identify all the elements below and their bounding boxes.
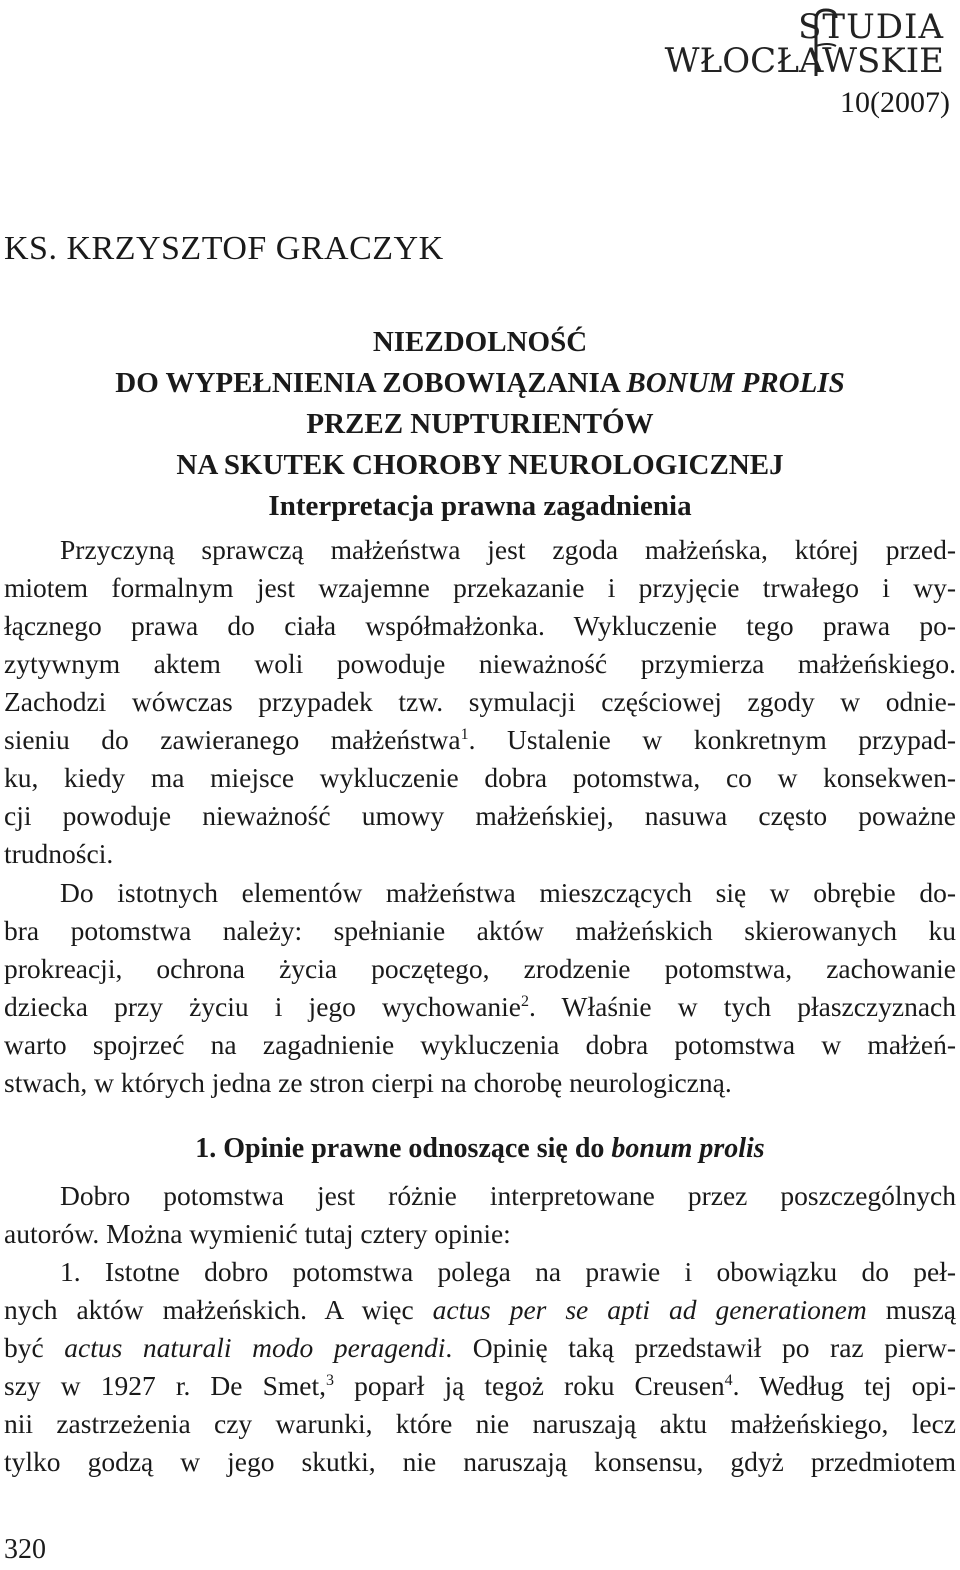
p4-line-1: 1. Istotne dobro potomstwa polega na prawie i obowiązku do peł-: [60, 1256, 956, 1287]
article-title: [0, 322, 960, 527]
p4-line-4-b: poparł ją tegoż roku Creusen: [334, 1370, 725, 1401]
p4-line-3-italic: actus naturali modo peragendi: [64, 1332, 446, 1363]
p1-line-8: cji powoduje nieważność umowy małżeńskiej, nasuwa często poważne: [4, 800, 956, 831]
logo-text-studia: STUDIA: [798, 7, 944, 47]
journal-logo: [664, 4, 948, 84]
title-line-2-italic: BONUM PROLIS: [626, 367, 845, 399]
footnote-ref-1[interactable]: 1: [460, 726, 469, 743]
paragraph-2: [4, 874, 956, 1102]
title-line-1: NIEZDOLNOŚĆ: [372, 326, 588, 358]
p2-line-4: [4, 988, 956, 1026]
p2-line-6: stwach, w których jedna ze stron cierpi na chorobę neurologiczną.: [4, 1067, 732, 1098]
p1-line-2: miotem formalnym jest wzajemne przekazanie i przyjęcie trwałego i wy-: [4, 572, 956, 603]
section-heading-1: [0, 1130, 960, 1168]
article-subtitle: Interpretacja prawna zagadnienia: [268, 490, 692, 522]
p3-line-1: Dobro potomstwa jest różnie interpretowane przez poszczególnych: [60, 1180, 956, 1211]
p2-line-1: Do istotnych elementów małżeństwa mieszczących się w obrębie do-: [60, 877, 956, 908]
page-number: 320: [4, 1534, 46, 1565]
logo-text-wloclawskie: WŁOCŁAWSKIE: [664, 41, 944, 81]
p1-line-7: ku, kiedy ma miejsce wykluczenie dobra potomstwa, co w konsekwen-: [4, 762, 956, 793]
paragraph-4: [4, 1253, 956, 1481]
footnote-ref-4[interactable]: 4: [724, 1372, 733, 1389]
issue-number: 10(2007): [840, 86, 950, 119]
p4-line-3-c: . Opinię taką przedstawił po raz pierw-: [445, 1332, 956, 1363]
p2-line-4-a: dziecka przy życiu i jego wychowanie: [4, 991, 522, 1022]
section-heading-text: 1. Opinie prawne odnoszące się do: [195, 1133, 612, 1164]
p4-line-4-c: . Według tej opi-: [732, 1370, 956, 1401]
p2-line-2: bra potomstwa należy: spełnianie aktów małżeńskich skierowanych ku: [4, 915, 956, 946]
p4-line-6: tylko godzą w jego skutki, nie naruszają konsensu, gdyż przedmiotem: [4, 1446, 956, 1477]
p1-line-1: Przyczyną sprawczą małżeństwa jest zgoda małżeńska, której przed-: [60, 534, 956, 565]
section-heading-italic: bonum prolis: [611, 1133, 765, 1164]
p1-line-4: zytywnym aktem woli powoduje nieważność przymierza małżeńskiego.: [4, 648, 956, 679]
title-line-4: NA SKUTEK CHOROBY NEUROLOGICZNEJ: [176, 449, 784, 481]
p1-line-5: Zachodzi wówczas przypadek tzw. symulacji częściowej zgody w odnie-: [4, 686, 956, 717]
p4-line-3-a: być: [4, 1332, 65, 1363]
footnote-ref-3[interactable]: 3: [326, 1372, 334, 1389]
author-name: KS. KRZYSZTOF GRACZYK: [4, 230, 444, 267]
p1-line-3: łącznego prawa do ciała współmałżonka. Wykluczenie tego prawa po-: [4, 610, 956, 641]
footnote-ref-2[interactable]: 2: [521, 993, 530, 1010]
p1-line-6: [4, 721, 956, 759]
title-line-2: [0, 363, 960, 404]
p4-line-2-a: nych aktów małżeńskich. A więc: [4, 1294, 433, 1325]
p2-line-3: prokreacji, ochrona życia poczętego, zrodzenie potomstwa, zachowanie: [4, 953, 956, 984]
title-line-2-text: DO WYPEŁNIENIA ZOBOWIĄZANIA: [115, 367, 627, 399]
p4-line-4: [4, 1367, 956, 1405]
p4-line-4-a: szy w 1927 r. De Smet,: [4, 1370, 326, 1401]
title-line-3: PRZEZ NUPTURIENTÓW: [306, 408, 654, 440]
p4-line-5: nii zastrzeżenia czy warunki, które nie naruszają aktu małżeńskiego, lecz: [4, 1408, 956, 1439]
paragraph-1: [4, 531, 956, 873]
p1-line-6-a: sieniu do zawieranego małżeństwa: [4, 724, 461, 755]
p4-line-3: [4, 1329, 956, 1367]
p4-line-2-c: muszą: [866, 1294, 956, 1325]
p4-line-2-italic: actus per se apti ad generationem: [432, 1294, 867, 1325]
p1-line-9: trudności.: [4, 838, 114, 869]
p4-line-2: [4, 1291, 956, 1329]
p1-line-6-b: . Ustalenie w konkretnym przypad-: [468, 724, 956, 755]
paragraph-3: [4, 1177, 956, 1253]
p2-line-5: warto spojrzeć na zagadnienie wykluczenia dobra potomstwa w małżeń-: [4, 1029, 956, 1060]
p3-line-2: autorów. Można wymienić tutaj cztery opinie:: [4, 1218, 511, 1249]
p2-line-4-b: . Właśnie w tych płaszczyznach: [529, 991, 956, 1022]
